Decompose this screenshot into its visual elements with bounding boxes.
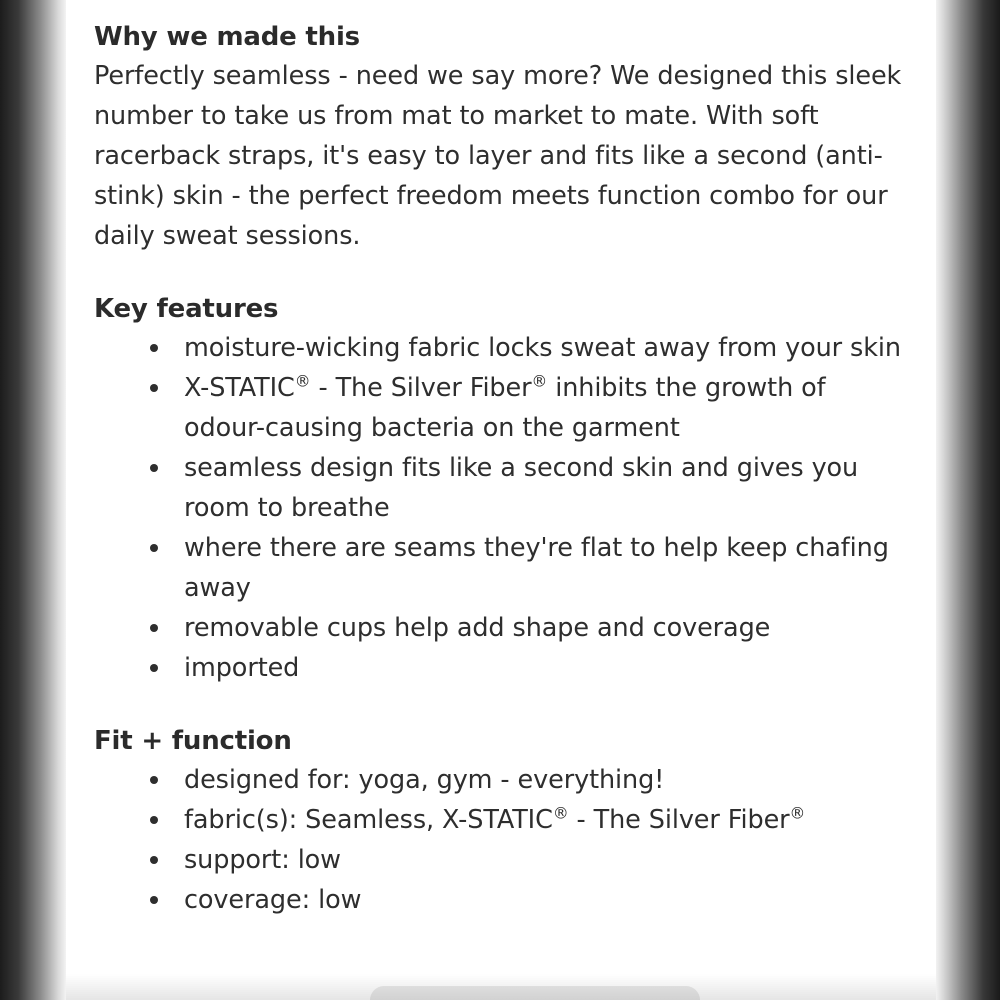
bullet-icon xyxy=(150,384,158,392)
bullet-icon xyxy=(150,896,158,904)
list-item-label: seamless design fits like a second skin and gives you room to breathe xyxy=(184,453,859,523)
section-heading-key-features: Key features xyxy=(94,294,279,324)
list-item xyxy=(150,608,904,648)
section-why-we-made-this xyxy=(94,22,904,256)
list-item-label: imported xyxy=(184,653,300,683)
bullet-icon xyxy=(150,464,158,472)
page-right-edge-shadow xyxy=(936,0,1000,1000)
bullet-icon xyxy=(150,816,158,824)
list-item-label: X-STATIC® - The Silver Fiber® inhibits the growth of odour-causing bacteria on the garment xyxy=(184,371,826,443)
section-fit-function xyxy=(94,726,904,920)
section-spacer xyxy=(94,256,904,294)
section-heading-fit-function: Fit + function xyxy=(94,726,292,756)
list-item xyxy=(150,800,904,840)
fit-function-list xyxy=(94,760,904,920)
section-spacer xyxy=(94,688,904,726)
bullet-icon xyxy=(150,544,158,552)
list-item-label: coverage: low xyxy=(184,885,362,915)
key-features-list xyxy=(94,328,904,688)
list-item xyxy=(150,648,904,688)
section-paragraph-why-we-made-this: Perfectly seamless - need we say more? We designed this sleek number to take us from mat to market to mate. With soft racerback straps, it's easy to layer and fits like a second (anti-stink) skin - the perfect freedom meets function combo for our daily sweat sessions. xyxy=(94,61,902,251)
list-item xyxy=(150,840,904,880)
bullet-icon xyxy=(150,856,158,864)
list-item-label: where there are seams they're flat to help keep chafing away xyxy=(184,533,889,603)
list-item-label: designed for: yoga, gym - everything! xyxy=(184,765,665,795)
list-item xyxy=(150,368,904,448)
bullet-icon xyxy=(150,344,158,352)
section-key-features xyxy=(94,294,904,688)
list-item xyxy=(150,328,904,368)
list-item xyxy=(150,448,904,528)
list-item-label: support: low xyxy=(184,845,341,875)
bullet-icon xyxy=(150,624,158,632)
list-item xyxy=(150,760,904,800)
list-item-label: moisture-wicking fabric locks sweat away from your skin xyxy=(184,333,901,363)
list-item-label: removable cups help add shape and coverage xyxy=(184,613,771,643)
page-left-edge-shadow xyxy=(0,0,66,1000)
list-item-label: fabric(s): Seamless, X-STATIC® - The Silver Fiber® xyxy=(184,803,806,835)
section-heading-why-we-made-this: Why we made this xyxy=(94,22,360,52)
document-content xyxy=(66,0,936,1000)
bullet-icon xyxy=(150,776,158,784)
bullet-icon xyxy=(150,664,158,672)
list-item xyxy=(150,880,904,920)
page-bottom-element xyxy=(370,986,700,1000)
list-item xyxy=(150,528,904,608)
